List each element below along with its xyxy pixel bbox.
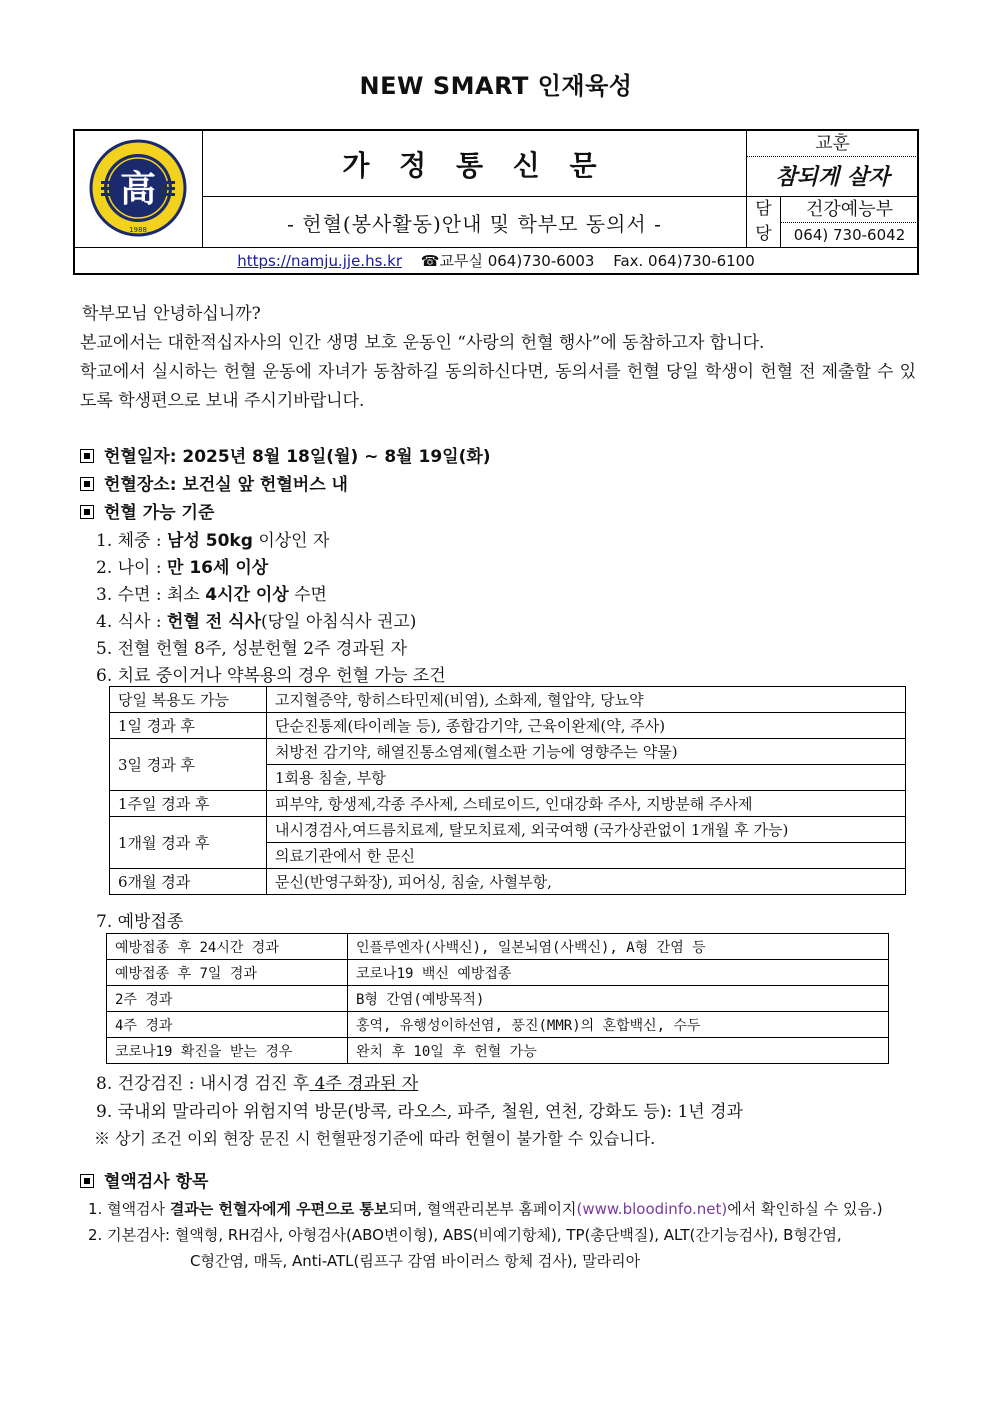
criteria-9: 9. 국내외 말라리아 위험지역 방문(방콕, 라오스, 파주, 철원, 연천, 강화도 등): 1년 경과: [96, 1102, 743, 1122]
table-row: 예방접종 후 7일 경과 코로나19 백신 예방접종: [107, 960, 889, 986]
school-logo: [75, 131, 203, 247]
dept-name: 건강예능부: [781, 197, 918, 223]
section-place: [80, 470, 348, 495]
page-top-title: NEW SMART 인재육성: [359, 72, 633, 100]
table-row: 1회용 침술, 부항: [110, 765, 906, 791]
school-motto: 참되게 살자: [747, 157, 918, 197]
bloodinfo-link[interactable]: (www.bloodinfo.net): [576, 1200, 728, 1218]
blood-test-2-cont: C형간염, 매독, Anti-ATL(림프구 감염 바이러스 항체 검사), 말라리아: [190, 1252, 641, 1270]
bullet-box-icon: [80, 477, 94, 491]
table-row: 1개월 경과 후 내시경검사,여드름치료제, 탈모치료제, 외국여행 (국가상관없이 1개월 후 가능): [110, 817, 906, 843]
section-date-text: 헌혈일자: 2025년 8월 18일(월) ~ 8월 19일(화): [104, 447, 491, 467]
criteria-3: 3. 수면 : 최소 4시간 이상 수면: [96, 585, 327, 605]
section-criteria-text: 헌혈 가능 기준: [104, 503, 215, 523]
criteria-4: 4. 식사 : 헌혈 전 식사(당일 아침식사 권고): [96, 612, 417, 632]
letter-title: 가 정 통 신 문: [203, 131, 747, 197]
dept-phone: 064) 730-6042: [793, 226, 906, 244]
intro-paragraph-1: 본교에서는 대한적십자사의 인간 생명 보호 운동인 “사랑의 헌혈 행사”에 동참하고자 합니다.: [80, 333, 765, 353]
table-row: 당일 복용도 가능 고지혈증약, 항히스타민제(비염), 소화제, 혈압약, 당뇨약: [110, 687, 906, 713]
dept-label: [747, 197, 781, 247]
fax-number: Fax. 064)730-6100: [613, 252, 755, 270]
school-website-link[interactable]: https://namju.jje.hs.kr: [237, 252, 403, 270]
table-row: 1주일 경과 후 피부약, 항생제,각종 주사제, 스테로이드, 인대강화 주사, 지방분해 주사제: [110, 791, 906, 817]
criteria-5: 5. 전혈 헌혈 8주, 성분헌혈 2주 경과된 자: [96, 639, 407, 659]
criteria-6: 6. 치료 중이거나 약복용의 경우 헌혈 가능 조건: [96, 666, 446, 686]
criteria-1: 1. 체중 : 남성 50kg 이상인 자: [96, 531, 330, 551]
dept-label-line2: 당: [755, 224, 772, 244]
table-row: 1일 경과 후 단순진통제(타이레놀 등), 종합감기약, 근육이완제(약, 주사): [110, 713, 906, 739]
table-row: 4주 경과 홍역, 유행성이하선염, 풍진(MMR)의 혼합백신, 수두: [107, 1012, 889, 1038]
greeting: 학부모님 안녕하십니까?: [82, 304, 261, 324]
criteria-8: 8. 건강검진 : 내시경 검진 후 4주 경과된 자: [96, 1074, 419, 1094]
blood-test-1: 1. 혈액검사 결과는 헌혈자에게 우편으로 통보되며, 혈액관리본부 홈페이지(www.bloodinfo.net)에서 확인하실 수 있음.): [88, 1200, 883, 1218]
bullet-box-icon: [80, 449, 94, 463]
contact-bar: [75, 247, 917, 273]
criteria-2: 2. 나이 : 만 16세 이상: [96, 558, 269, 578]
logo-year: 1988: [129, 226, 147, 234]
table-row: 코로나19 확진을 받는 경우 완치 후 10일 후 헌혈 가능: [107, 1038, 889, 1064]
table-row: 2주 경과 B형 간염(예방목적): [107, 986, 889, 1012]
letter-header: [73, 129, 919, 275]
medication-table: [109, 686, 906, 895]
logo-glyph: 高: [119, 168, 157, 210]
intro-text: [80, 300, 916, 416]
criteria-note: ※ 상기 조건 이외 현장 문진 시 헌혈판정기준에 따라 헌혈이 불가할 수 있습니다.: [94, 1129, 656, 1148]
table-row: 3일 경과 후 처방전 감기약, 해열진통소염제(혈소판 기능에 영향주는 약물): [110, 739, 906, 765]
blood-test-2: 2. 기본검사: 혈액형, RH검사, 아형검사(ABO변이형), ABS(비예기항체), TP(총단백질), ALT(간기능검사), B형간염,: [88, 1226, 842, 1244]
letter-subtitle: - 헌혈(봉사활동)안내 및 학부모 동의서 -: [203, 197, 747, 247]
intro-paragraph-2: 학교에서 실시하는 헌혈 운동에 자녀가 동참하길 동의하신다면, 동의서를 헌혈 당일 학생이 헌혈 전 제출할 수 있도록 학생편으로 보내 주시기바랍니다.: [80, 362, 916, 411]
section-date: [80, 442, 491, 467]
motto-label: 교훈: [747, 131, 918, 157]
office-phone: ☎교무실 064)730-6003: [420, 252, 595, 270]
table-row: 예방접종 후 24시간 경과 인플루엔자(사백신), 일본뇌염(사백신), A형 간염 등: [107, 934, 889, 960]
school-emblem-icon: [75, 131, 201, 245]
bullet-box-icon: [80, 505, 94, 519]
section-tests: [80, 1167, 208, 1192]
dept-label-line1: 담: [755, 199, 772, 219]
criteria-7: 7. 예방접종: [96, 912, 184, 932]
section-tests-text: 혈액검사 항목: [104, 1172, 209, 1192]
section-place-text: 헌혈장소: 보건실 앞 헌혈버스 내: [104, 475, 348, 495]
section-criteria: [80, 498, 214, 523]
table-row: 의료기관에서 한 문신: [110, 843, 906, 869]
vaccine-table: [106, 933, 889, 1064]
bullet-box-icon: [80, 1174, 94, 1188]
table-row: 6개월 경과 문신(반영구화장), 피어싱, 침술, 사혈부항,: [110, 869, 906, 895]
